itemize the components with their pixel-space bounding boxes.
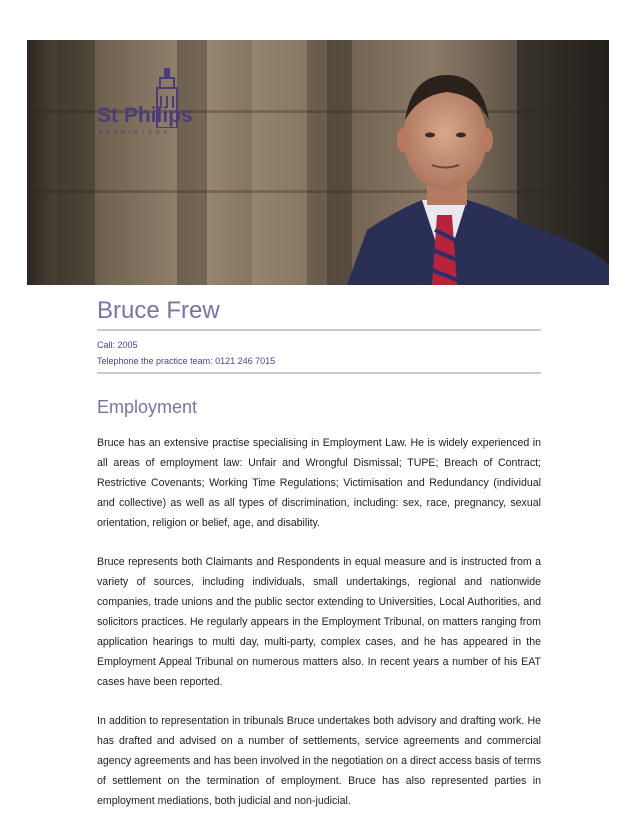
paragraph: Bruce represents both Claimants and Respondents in equal measure and is instructed from a variety of sources, including individuals, small undertakings, regional and nationwide companies, trade unions and the public sector extending to Universities, Local Authorities, and solicitors practices. He regularly appears in the Employment Tribunal, on matters ranging from application hearings to multi day, multi-party, complex cases, and he has appeared in the Employment Appeal Tribunal on numerous matters also. In recent years a number of his EAT cases have been reported. [97,555,541,688]
paragraph: Bruce has an extensive practise specialising in Employment Law. He is widely experienced in all areas of employment law: Unfair and Wrongful Dismissal; TUPE; Breach of Contract; Restrictive Covenants; Working Time Regulations; Victimisation and Redundancy (individual and collective) as well as all types of discrimination, including: sex, race, pregnancy, sexual orientation, religion or belief, age, and disability. [97,436,541,529]
paragraph: In addition to representation in tribunals Bruce undertakes both advisory and drafting work. He has drafted and advised on a number of settlements, service agreements and commercial agency agreements and has been involved in the negotiation on a direct access basis of terms of settlement on the termination of employment. Bruce has also represented parties in employment mediations, both judicial and non-judicial. [97,714,541,807]
meta-divider [97,372,541,374]
title-divider [97,329,541,331]
page-title: Bruce Frew [97,297,220,324]
st-philips-logo [97,68,217,143]
call-year: Call: 2005 [97,340,138,350]
hero-photo [27,40,609,285]
telephone-link[interactable]: Telephone the practice team: 0121 246 7015 [97,356,276,366]
logo-wordmark: St Philips [97,104,193,127]
profile-content [97,296,541,811]
logo-subtitle: BARRISTERS [99,130,171,136]
section-title: Employment [97,397,198,417]
